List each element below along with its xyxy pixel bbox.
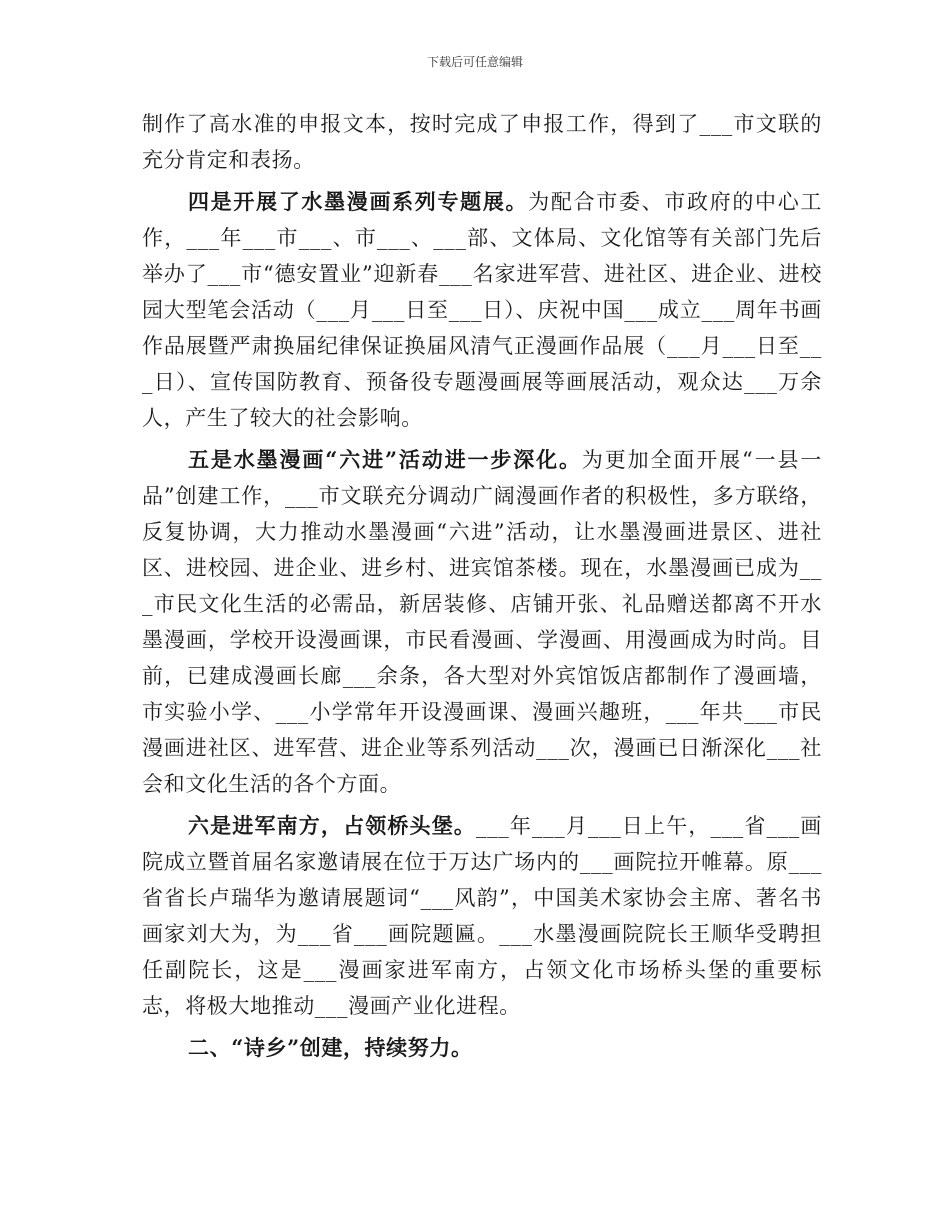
paragraph-text: 为更加全面开展“一县一品”创建工作，___市文联充分调动广阔漫画作者的积极性，多方联络，反复协调，大力推动水墨漫画“六进”活动，让水墨漫画进景区、进社区、进校园、进企业、进乡村、进宾馆茶楼。现在，水墨漫画已成为___市民文化生活的必需品，新居装修、店铺开张、礼品赠送都离不开水墨漫画，学校开设漫画课，市民看漫画、学漫画、用漫画成为时尚。目前，已建成漫画长廊___余条，各大型对外宾馆饭店都制作了漫画墙，市实验小学、___小学常年开设漫画课、漫画兴趣班，___年共___市民漫画进社区、进军营、进企业等系列活动___次，漫画已日渐深化___社会和文化生活的各个方面。 <box>142 448 822 796</box>
paragraph-lead: 四是开展了水墨漫画系列专题展。 <box>188 189 529 214</box>
paragraph-text: ___年___月___日上午，___省___画院成立暨首届名家邀请展在位于万达广场内的___画院拉开帷幕。原___省省长卢瑞华为邀请展题词“___风韵”，中国美术家协会主席、著名书画家刘大为，为___省___画院题匾。___水墨漫画院院长王顺华受聘担任副院长，这是___漫画家进军南方，占领文化市场桥头堡的重要标志，将极大地推动___漫画产业化进程。 <box>142 814 822 1018</box>
paragraph-text: 制作了高水准的申报文本，按时完成了申报工作，得到了___市文联的充分肯定和表扬。 <box>142 112 822 172</box>
paragraph-lead: 五是水墨漫画“六进”活动进一步深化。 <box>188 447 582 472</box>
section-heading: 二、“诗乡”创建，持续努力。 <box>188 1035 473 1060</box>
paragraph-lead: 六是进军南方，占领桥头堡。 <box>188 813 477 838</box>
paragraph-march-south <box>142 808 822 1024</box>
paragraph-continuation <box>142 106 822 178</box>
page-header: 下载后可任意编辑 <box>426 55 523 69</box>
paragraph-six-into-activity <box>142 442 822 802</box>
document-body <box>142 106 822 1072</box>
paragraph-ink-comic-exhibition <box>142 184 822 436</box>
paragraph-text: 为配合市委、市政府的中心工作，___年___市___、市___、___部、文体局、文化馆等有关部门先后举办了___市“德安置业”迎新春___名家进军营、进社区、进企业、进校园大型笔会活动（___月___日至___日）、庆祝中国___成立___周年书画作品展暨严肃换届纪律保证换届风清气正漫画作品展（___月___日至___日）、宣传国防教育、预备役专题漫画展等画展活动，观众达___万余人，产生了较大的社会影响。 <box>142 190 822 430</box>
